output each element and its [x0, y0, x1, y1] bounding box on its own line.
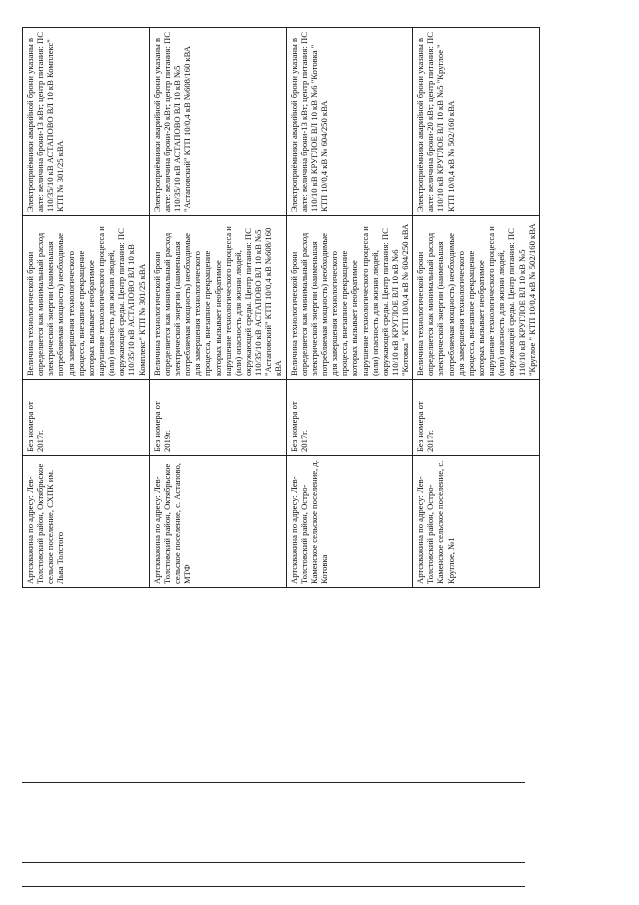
tech-reserve-cell: Величина технологической брони определяется как минимальный расход электрической энергии (наименьшая потребляемая мощность) необходимые для завершения технологического процесса, внезапное прекращение которых вызывает необратимое нарушение технологического процесса и (или) опасность для жизни людей, окружающей среды. Центр питания: ПС 110/35/10 кВ АСТАПОВО ВЛ 10 кВ №5 "Астаповский" КТП 10/0,4 кВ №608/160 кВА — [149, 216, 286, 380]
number-cell: Без номера от 2019г. — [149, 380, 286, 456]
emergency-reserve-cell: Электроприёмники аварийной брони указаны в акте: величина брони-13 кВт; центр питания: ПС 110/35/10 кВ АСТАПОВО ВЛ 10 кВ Комплекс" КТП № 301/25 кВА — [23, 28, 150, 216]
emergency-reserve-cell: Электроприёмники аварийной брони указаны в акте: величина брони-20 кВт; центр питания: ПС 110/35/10 кВ АСТАПОВО ВЛ 10 кВ №5 "Астаповский" КТП 10/0,4 кВ №608/160 кВА — [149, 28, 286, 216]
divider-line — [22, 782, 525, 783]
table-rotator — [22, 28, 537, 588]
number-cell: Без номера от 2017г. — [286, 380, 413, 456]
tech-reserve-cell: Величина технологической брони определяется как минимальный расход электрической энергии (наименьшая потребляемая мощность) необходимые для завершения технологического процесса, внезапное прекращение которых вызывает необратимое нарушение технологического процесса и (или) опасность для жизни людей, окружающей среды. Центр питания: ПС 110/35/10 кВ АСТАПОВО ВЛ 10 кВ Комплекс" КТП № 301/25 кВА — [23, 216, 150, 380]
table-row — [286, 28, 413, 588]
rotated-table-region — [22, 28, 582, 584]
table-row — [149, 28, 286, 588]
address-cell: Артскважина по адресу: Лев-Толстовский район, Остро-Каменское сельское поселение, д. Котовка — [286, 456, 413, 588]
tech-reserve-cell: Величина технологической брони определяется как минимальный расход электрической энергии (наименьшая потребляемая мощность) необходимые для завершения технологического процесса, внезапное прекращение которых вызывает необратимое нарушение технологического процесса и (или) опасность для жизни людей, окружающей среды. Центр питания: ПС 110/10 кВ КРУГЛОЕ ВЛ 10 кВ №5 "Круглое " КТП 10/0,4 кВ № 502/160 кВА — [413, 216, 540, 380]
tech-reserve-cell: Величина технологической брони определяется как минимальный расход электрической энергии (наименьшая потребляемая мощность) необходимые для завершения технологического процесса, внезапное прекращение которых вызывает необратимое нарушение технологического процесса и (или) опасность для жизни людей, окружающей среды. Центр питания: ПС 110/10 кВ КРУГЛОЕ ВЛ 10 кВ №6 "Котовка " КТП 10/0,4 кВ № 604/250 кВА — [286, 216, 413, 380]
address-cell: Артскважина по адресу: Лев-Толстовский район, Октябрьское сельское поселение, СХПК им. Льва Толстого — [23, 456, 150, 588]
number-cell: Без номера от 2017г. — [413, 380, 540, 456]
reserve-table — [22, 27, 540, 588]
divider-line — [22, 886, 525, 887]
number-cell: Без номера от 2017г. — [23, 380, 150, 456]
divider-line — [22, 862, 525, 863]
emergency-reserve-cell: Электроприёмники аварийной брони указаны в акте: величина брони-13 кВт; центр питания: ПС 110/10 кВ КРУГЛОЕ ВЛ 10 кВ №6 "Котовка " КТП 10/0,4 кВ № 604/250 кВА — [286, 28, 413, 216]
table-row — [413, 28, 540, 588]
table-row — [23, 28, 150, 588]
address-cell: Артскважина по адресу: Лев-Толстовский район, Остро-Каменское сельское поселение, с. Круглое, №1 — [413, 456, 540, 588]
emergency-reserve-cell: Электроприёмники аварийной брони указаны в акте: величина брони-20 кВт; центр питания: ПС 110/10 кВ КРУГЛОЕ ВЛ 10 кВ №5 "Круглое " КТП 10/0,4 кВ № 502/160 кВА — [413, 28, 540, 216]
address-cell: Артскважина по адресу: Лев-Толстовский район, Октябрьское сельское поселение, с. Астапово, МТФ — [149, 456, 286, 588]
